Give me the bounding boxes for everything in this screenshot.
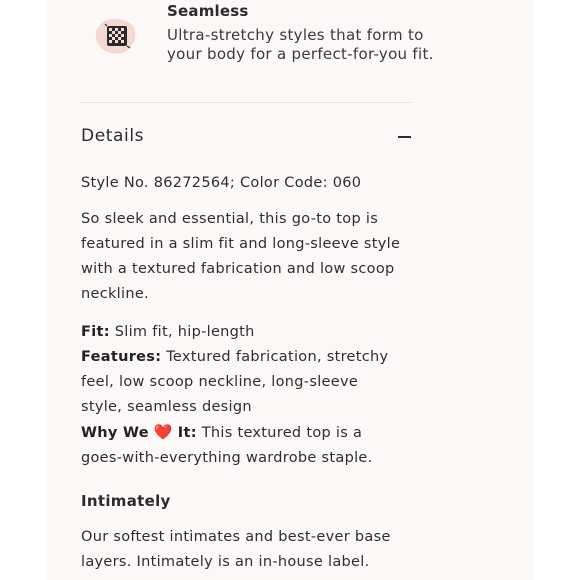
fit-line: [81, 320, 401, 345]
details-accordion-toggle[interactable]: [81, 122, 412, 152]
collapse-minus-icon[interactable]: [398, 136, 411, 138]
product-description: So sleek and essential, this go-to top is featured in a slim fit and long-sleeve style with a textured fabrication and low scoop neckline.: [81, 211, 401, 302]
fit-label: Fit:: [81, 324, 110, 340]
seamless-fabric-icon: [95, 16, 137, 56]
brand-description: Our softest intimates and best-ever base layers. Intimately is an in-house label.: [81, 529, 391, 570]
details-title: Details: [81, 126, 145, 146]
section-divider: [81, 102, 412, 103]
feature-seamless: [95, 0, 435, 70]
brand-heading: Intimately: [81, 492, 171, 510]
why-label-post: It:: [177, 425, 197, 441]
product-specs: [81, 320, 401, 471]
heart-icon: ❤️: [153, 423, 173, 441]
features-value: Textured fabrication, stretchy feel, low scoop neckline, long-sleeve style, seamless design: [81, 349, 389, 415]
why-we-love-it-line: [81, 420, 401, 471]
feature-title: Seamless: [167, 2, 249, 20]
feature-description: Ultra-stretchy styles that form to your body for a perfect-for-you fit.: [167, 26, 434, 63]
why-label-pre: Why We: [81, 425, 149, 441]
features-label: Features:: [81, 349, 162, 365]
why-value: This textured top is a goes-with-everything wardrobe staple.: [81, 425, 373, 466]
style-number: Style No. 86272564; Color Code: 060: [81, 175, 362, 191]
features-line: [81, 345, 401, 420]
fit-value: Slim fit, hip-length: [114, 324, 255, 340]
